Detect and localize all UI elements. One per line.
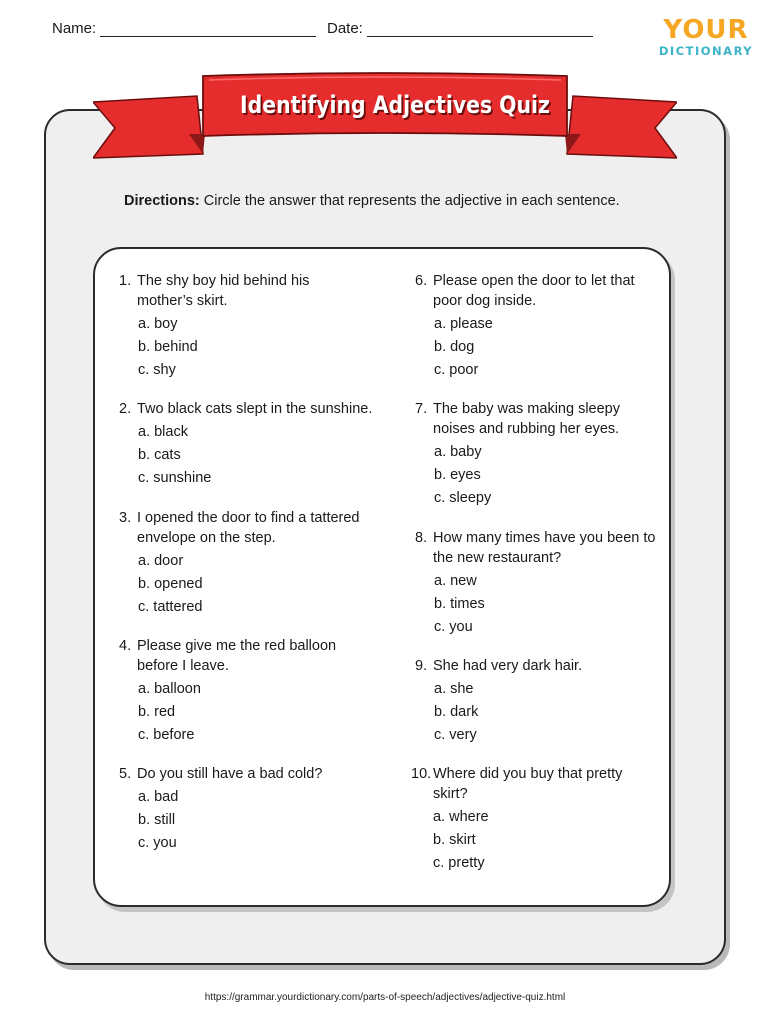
answer-option-b[interactable]: b. red	[138, 703, 176, 720]
name-label: Name:	[52, 20, 97, 37]
question-2	[119, 400, 389, 489]
directions	[124, 193, 620, 209]
question-number: 5.	[119, 766, 132, 782]
answer-option-a[interactable]: a. bad	[138, 789, 179, 805]
answer-option-b[interactable]: b. dog	[434, 338, 475, 355]
question-text: The baby was making sleepy noises and rubbing her eyes.	[433, 401, 620, 437]
question-text: The shy boy hid behind his mother’s skirt.	[137, 273, 310, 309]
answer-option-a[interactable]: a. black	[138, 424, 188, 440]
answer-option-a[interactable]: a. balloon	[138, 680, 201, 697]
question-7	[415, 400, 660, 508]
answer-option-b[interactable]: b. cats	[138, 447, 181, 463]
yourdictionary-logo	[656, 16, 756, 58]
question-text: I opened the door to find a tattered envelope on the step.	[137, 510, 360, 546]
quiz-title: Identifying Adjectives Quiz	[240, 91, 550, 119]
question-4	[119, 637, 344, 745]
answer-option-c[interactable]: c. sleepy	[434, 489, 492, 506]
answer-option-c[interactable]: c. tattered	[138, 598, 203, 615]
question-text: How many times have you been to the new restaurant?	[433, 530, 656, 566]
question-number: 10.	[411, 766, 432, 782]
answer-option-a[interactable]: a. new	[434, 572, 477, 589]
name-blank-line[interactable]	[100, 21, 316, 37]
answer-option-a[interactable]: a. she	[434, 681, 474, 697]
answer-option-b[interactable]: b. times	[434, 595, 485, 612]
answer-option-c[interactable]: c. sunshine	[138, 470, 212, 486]
question-number: 9.	[415, 658, 428, 674]
answer-option-b[interactable]: b. eyes	[434, 466, 481, 483]
source-url[interactable]: https://grammar.yourdictionary.com/parts-of-speech/adjectives/adjective-quiz.html	[204, 992, 566, 1003]
question-3	[119, 509, 369, 617]
date-label: Date:	[327, 20, 363, 37]
answer-option-b[interactable]: b. behind	[138, 338, 198, 355]
question-number: 1.	[119, 273, 132, 289]
question-text: Two black cats slept in the sunshine.	[137, 401, 373, 417]
answer-option-a[interactable]: a. door	[138, 552, 184, 569]
answer-option-b[interactable]: b. opened	[138, 575, 203, 592]
answer-option-a[interactable]: a. baby	[434, 443, 482, 460]
answer-option-c[interactable]: c. poor	[434, 361, 479, 378]
directions-label: Directions:	[124, 193, 200, 209]
question-10	[411, 765, 661, 873]
answer-option-c[interactable]: c. you	[434, 618, 473, 635]
name-field[interactable]	[52, 20, 316, 37]
question-text: Do you still have a bad cold?	[137, 766, 323, 782]
directions-text: Circle the answer that represents the adjective in each sentence.	[203, 193, 620, 209]
question-number: 7.	[415, 401, 428, 417]
question-text: Please give me the red balloon before I leave.	[137, 638, 337, 674]
question-number: 2.	[119, 401, 132, 417]
question-5	[119, 765, 359, 854]
title-banner	[93, 70, 677, 160]
question-text: Where did you buy that pretty skirt?	[433, 766, 623, 802]
answer-option-b[interactable]: b. still	[138, 812, 176, 828]
answer-option-c[interactable]: c. pretty	[433, 854, 485, 871]
question-text: Please open the door to let that poor dog inside.	[433, 273, 635, 309]
answer-option-b[interactable]: b. skirt	[433, 831, 476, 848]
question-9	[415, 657, 660, 746]
logo-dictionary-text: DICTIONARY	[658, 44, 754, 58]
answer-option-a[interactable]: a. boy	[138, 315, 178, 332]
answer-option-a[interactable]: a. where	[433, 808, 489, 825]
answer-option-b[interactable]: b. dark	[434, 704, 479, 720]
answer-option-c[interactable]: c. very	[434, 727, 477, 743]
question-text: She had very dark hair.	[433, 658, 583, 674]
question-number: 3.	[119, 510, 132, 526]
answer-option-a[interactable]: a. please	[434, 315, 493, 332]
logo-your-text: YOUR	[663, 15, 749, 45]
date-field[interactable]	[327, 20, 593, 37]
answer-option-c[interactable]: c. you	[138, 835, 177, 851]
question-6	[415, 272, 650, 380]
answer-option-c[interactable]: c. shy	[138, 361, 176, 378]
date-blank-line[interactable]	[367, 21, 593, 37]
question-number: 6.	[415, 273, 428, 289]
question-8	[415, 529, 660, 637]
answer-option-c[interactable]: c. before	[138, 726, 195, 743]
question-1	[119, 272, 349, 380]
question-number: 4.	[119, 638, 132, 654]
question-number: 8.	[415, 530, 428, 546]
